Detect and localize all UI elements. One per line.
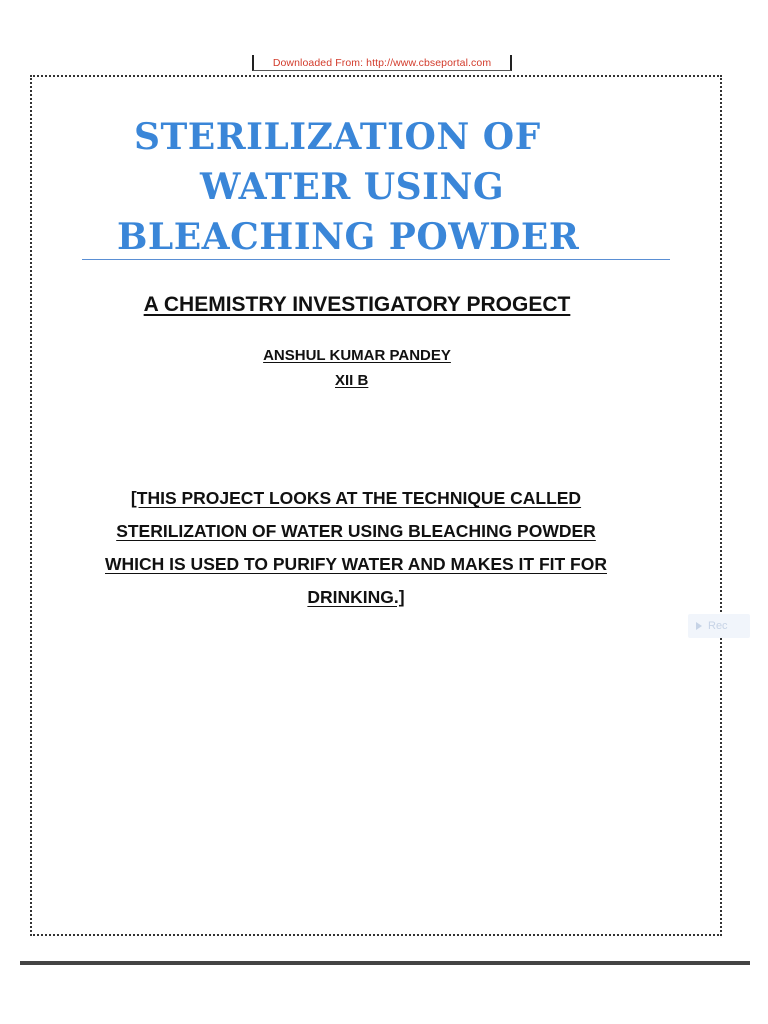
description-line-4: DRINKING.] <box>307 587 405 607</box>
floating-widget-button[interactable] <box>688 614 750 638</box>
download-source-banner[interactable] <box>252 55 512 71</box>
play-icon <box>696 622 702 630</box>
title-line-1: STERILIZATION OF <box>134 116 541 158</box>
page-bottom-rule <box>20 961 750 965</box>
author-name: ANSHUL KUMAR PANDEY <box>263 347 451 364</box>
author-class: XII B <box>335 372 369 389</box>
description-line-1: [THIS PROJECT LOOKS AT THE TECHNIQUE CALLED <box>130 488 582 508</box>
title-divider <box>82 259 670 260</box>
widget-label: Rec <box>708 620 728 632</box>
title-line-2: WATER USING <box>200 166 505 208</box>
document-subtitle: A CHEMISTRY INVESTIGATORY PROGECT <box>143 293 571 316</box>
description-line-2: STERILIZATION OF WATER USING BLEACHING POWDER <box>116 521 596 541</box>
project-description <box>0 482 768 614</box>
title-line-3: BLEACHING POWDER <box>117 216 580 258</box>
description-line-3: WHICH IS USED TO PURIFY WATER AND MAKES IT FIT FOR <box>105 554 607 574</box>
download-source-text: Downloaded From: http://www.cbseportal.com <box>272 56 492 69</box>
